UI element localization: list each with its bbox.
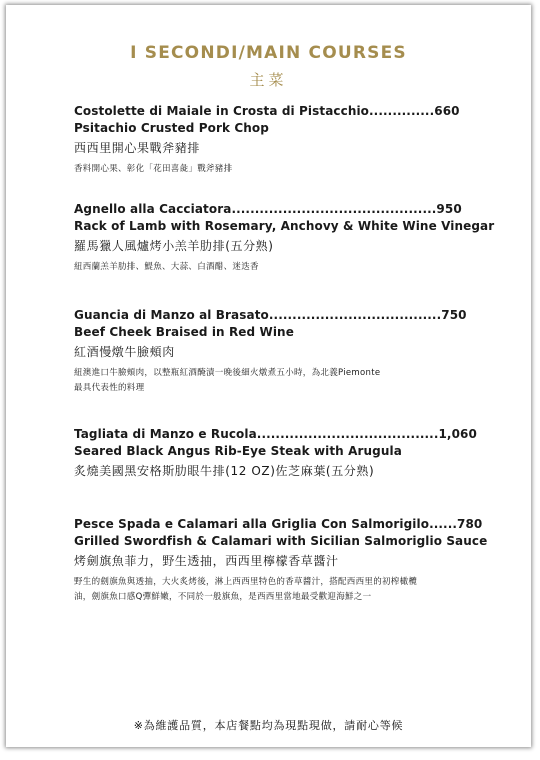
dish-description-line: 野生的劍旗魚與透抽，大火炙烤後，淋上西西里特色的香草醬汁，搭配西西里的初榨橄欖 — [74, 577, 418, 587]
dish-english-name: Grilled Swordfish & Calamari with Sicilian Salmoriglio Sauce — [74, 534, 488, 548]
dish-description-line: 紐澳進口牛臉頰肉，以整瓶紅酒醃漬一晚後細火燉煮五小時，為北義Piemonte — [74, 368, 381, 378]
dish-description-line: 最具代表性的料理 — [74, 383, 145, 393]
menu-item-rib-eye — [74, 426, 514, 481]
dish-chinese-name: 羅馬獵人風爐烤小羔羊肋排(五分熟) — [74, 239, 274, 253]
dish-italian-name: Agnello alla Cacciatora............................................950 — [74, 202, 462, 216]
menu-item-pork-chop — [74, 103, 514, 177]
dish-english-name: Psitachio Crusted Pork Chop — [74, 121, 269, 135]
dish-description-line: 油，劍旗魚口感Q彈鮮嫩，不同於一般旗魚，是西西里當地最受歡迎海鮮之一 — [74, 592, 372, 602]
dish-description: 香料開心果、彰化「花田喜彘」戰斧豬排 — [74, 164, 233, 174]
dish-description: 紐西蘭羔羊肋排、鯷魚、大蒜、白酒醋、迷迭香 — [74, 262, 259, 272]
section-title: I SECONDI/MAIN COURSES — [130, 43, 407, 63]
dish-description — [74, 575, 514, 605]
menu-item-beef-cheek — [74, 307, 514, 396]
footer-note: ※為維護品質，本店餐點均為現點現做，請耐心等候 — [133, 719, 404, 732]
dish-italian-name: Tagliata di Manzo e Rucola.......................................1,060 — [74, 427, 477, 441]
dish-chinese-name: 紅酒慢燉牛臉頰肉 — [74, 345, 175, 359]
menu-item-lamb — [74, 201, 514, 275]
dish-english-name: Rack of Lamb with Rosemary, Anchovy & White Wine Vinegar — [74, 219, 495, 233]
dish-english-name: Seared Black Angus Rib-Eye Steak with Arugula — [74, 444, 402, 458]
menu-page — [6, 5, 531, 747]
menu-item-swordfish — [74, 516, 514, 605]
dish-italian-name: Guancia di Manzo al Brasato.....................................750 — [74, 308, 467, 322]
dish-chinese-name: 炙燒美國黑安格斯肋眼牛排(12 OZ)佐芝麻葉(五分熟) — [74, 464, 375, 478]
dish-chinese-name: 西西里開心果戰斧豬排 — [74, 141, 201, 155]
dish-description — [74, 366, 514, 396]
dish-italian-name: Costolette di Maiale in Crosta di Pistacchio..............660 — [74, 104, 460, 118]
dish-chinese-name: 烤劍旗魚菲力，野生透抽，西西里檸檬香草醬汁 — [74, 554, 339, 568]
dish-italian-name: Pesce Spada e Calamari alla Griglia Con Salmorigilo......780 — [74, 517, 483, 531]
section-subtitle: 主菜 — [249, 71, 288, 89]
dish-english-name: Beef Cheek Braised in Red Wine — [74, 325, 294, 339]
